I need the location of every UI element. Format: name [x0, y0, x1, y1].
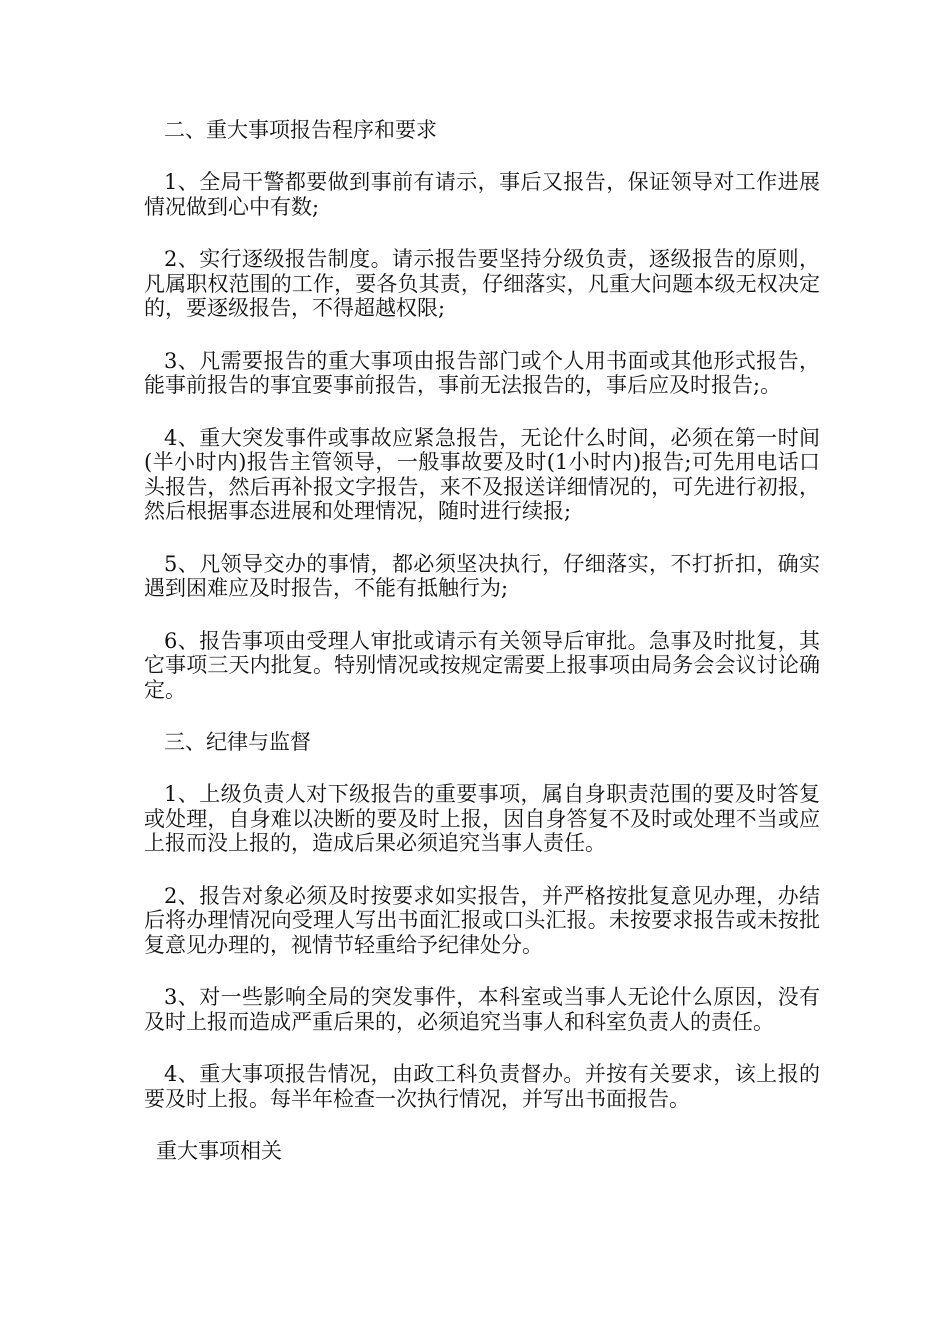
paragraph-discipline-3: 3、对一些影响全局的突发事件，本科室或当事人无论什么原因，没有及时上报而造成严重后果的，必须追究当事人和科室负责人的责任。: [144, 985, 820, 1034]
section-heading-discipline: 三、纪律与监督: [164, 730, 311, 754]
paragraph-procedure-3: 3、凡需要报告的重大事项由报告部门或个人用书面或其他形式报告，能事前报告的事宜要事前报告，事前无法报告的，事后应及时报告;。: [144, 348, 820, 397]
paragraph-discipline-2: 2、报告对象必须及时按要求如实报告，并严格按批复意见办理，办结后将办理情况向受理人写出书面汇报或口头汇报。未按要求报告或未按批复意见办理的，视情节轻重给予纪律处分。: [144, 883, 820, 957]
paragraph-discipline-1: 1、上级负责人对下级报告的重要事项，属自身职责范围的要及时答复或处理，自身难以决断的要及时上报，因自身答复不及时或处理不当或应上报而没上报的，造成后果必须追究当事人责任。: [144, 782, 820, 855]
document-page: [144, 118, 820, 1163]
footer-title: 重大事项相关: [156, 1139, 282, 1163]
paragraph-procedure-6: 6、报告事项由受理人审批或请示有关领导后审批。急事及时批复，其它事项三天内批复。特别情况或按规定需要上报事项由局务会会议讨论确定。: [144, 628, 820, 702]
section-heading-procedure: 二、重大事项报告程序和要求: [164, 118, 437, 142]
paragraph-discipline-4: 4、重大事项报告情况，由政工科负责督办。并按有关要求，该上报的要及时上报。每半年检查一次执行情况，并写出书面报告。: [144, 1062, 820, 1111]
paragraph-procedure-5: 5、凡领导交办的事情，都必须坚决执行，仔细落实，不打折扣，确实遇到困难应及时报告，不能有抵触行为;: [144, 551, 820, 600]
paragraph-procedure-4: 4、重大突发事件或事故应紧急报告，无论什么时间，必须在第一时间(半小时内)报告主管领导，一般事故要及时(1小时内)报告;可先用电话口头报告，然后再补报文字报告，来不及报送详细情况的，可先进行初报，然后根据事态进展和处理情况，随时进行续报;: [144, 425, 820, 523]
paragraph-procedure-2: 2、实行逐级报告制度。请示报告要坚持分级负责，逐级报告的原则，凡属职权范围的工作，要各负其责，仔细落实，凡重大问题本级无权决定的，要逐级报告，不得超越权限;: [144, 247, 820, 320]
paragraph-procedure-1: 1、全局干警都要做到事前有请示，事后又报告，保证领导对工作进展情况做到心中有数;: [144, 170, 820, 219]
